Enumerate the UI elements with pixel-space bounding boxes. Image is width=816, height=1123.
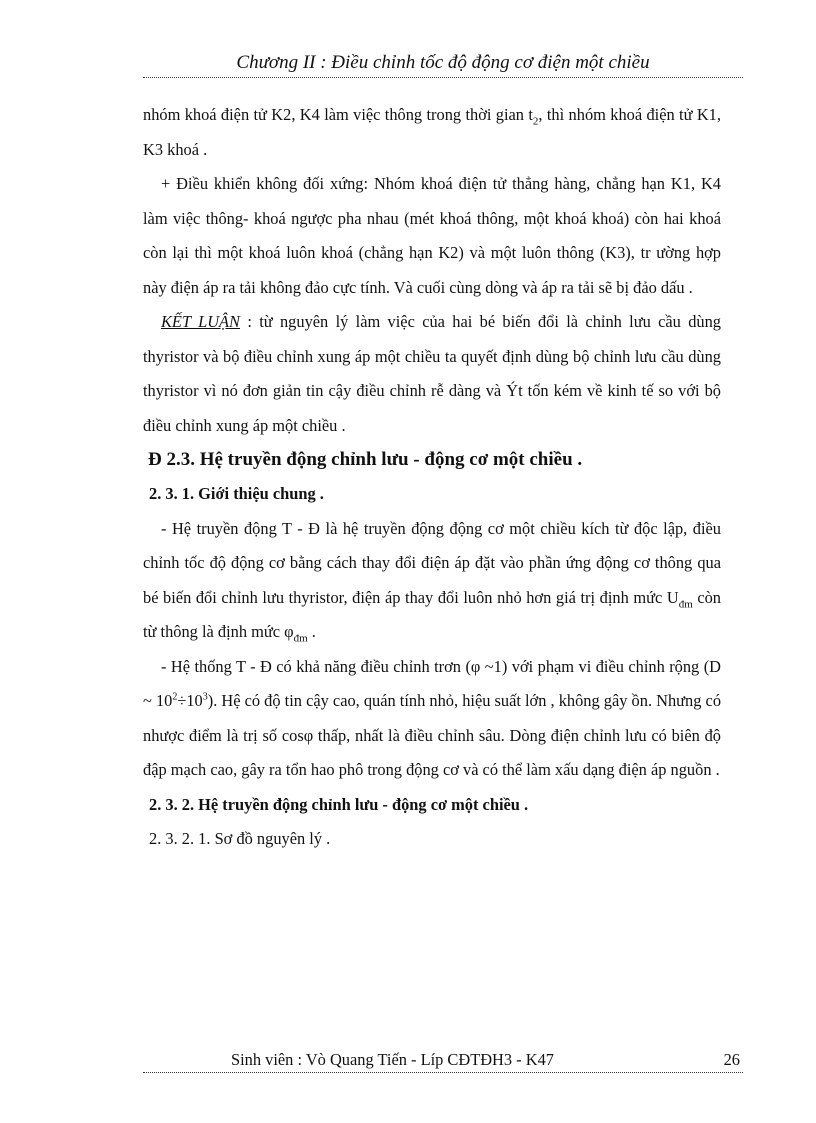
paragraph-asymmetric-control: + Điều khiển không đối xứng: Nhóm khoá điện tử thẳng hàng, chẳng hạn K1, K4 làm việc thông- khoá ngược pha nhau (mét khoá thông, một khoá khoá) còn hai khoá còn lại thì một khoá luôn khoá (chẳng hạn K2) và một luôn thông (K3), tr ường hợp này điện áp ra tải không đảo cực tính. Và cuối cùng dòng và áp ra tải sẽ bị đảo dấu . xyxy=(143,174,721,297)
paragraph-td-system: - Hệ truyền động T - Đ là hệ truyền động động cơ một chiều kích từ độc lập, điều chỉnh tốc độ động cơ bằng cách thay đổi điện áp đặt vào phần ứng động cơ thông qua bé biến đổi chỉnh lưu thyristor, điện áp thay đổi luôn nhỏ hơn giá trị định mức $U_{đm}$ còn từ thông là định mức $\varphi_{đm}$ . xyxy=(143,518,721,645)
footer-student: Sinh viên : Vò Quang Tiến - Líp CĐTĐH3 - K47 xyxy=(231,1050,554,1069)
paragraph-conclusion: KẾT LUẬN : từ nguyên lý làm việc của hai bé biến đổi là chỉnh lưu cầu dùng thyristor và bộ điều chỉnh xung áp một chiều ta quyết định dùng bộ chỉnh lưu cầu dùng thyristor vì nó đơn giản tin cậy điều chỉnh rễ dàng và Ýt tốn kém về kinh tế so với bộ điều chỉnh xung áp một chiều . xyxy=(143,312,721,435)
subsection-heading-intro: 2. 3. 1. Giới thiệu chung . xyxy=(149,484,324,503)
conclusion-heading: KẾT LUẬN xyxy=(161,312,240,331)
section-heading: Đ 2.3. Hệ truyền động chỉnh lưu - động cơ một chiều . xyxy=(148,449,583,470)
page-number: 26 xyxy=(723,1050,740,1069)
paragraph-td-features: - Hệ thống T - Đ có khả năng điều chỉnh trơn (φ ~1) với phạm vi điều chỉnh rộng (D ~ $10^2\div 10^3$). Hệ có độ tin cậy cao, quán tính nhỏ, hiệu suất lớn , không gây ồn. Nhưng có nhược điểm là trị số cosφ thấp, nhất là điều chỉnh sâu. Dòng điện chỉnh lưu có biên độ đập mạch cao, gây ra tổn hao phô trong động cơ và có thể làm xấu dạng điện áp nguồn . xyxy=(143,656,722,779)
subsection-heading-drive: 2. 3. 2. Hệ truyền động chỉnh lưu - động cơ một chiều . xyxy=(149,794,529,814)
page-header: Chương II : Điều chỉnh tốc độ động cơ điện một chiều xyxy=(236,52,650,73)
page-body xyxy=(143,98,721,857)
footer-divider xyxy=(143,1072,743,1073)
paragraph-1: nhóm khoá điện tử K2, K4 làm việc thông trong thời gian $t_2$, thì nhóm khoá điện tử K1, K3 khoá . xyxy=(143,105,721,159)
header-divider xyxy=(143,77,743,78)
subsubsection-heading-schematic: 2. 3. 2. 1. Sơ đồ nguyên lý . xyxy=(149,829,331,848)
